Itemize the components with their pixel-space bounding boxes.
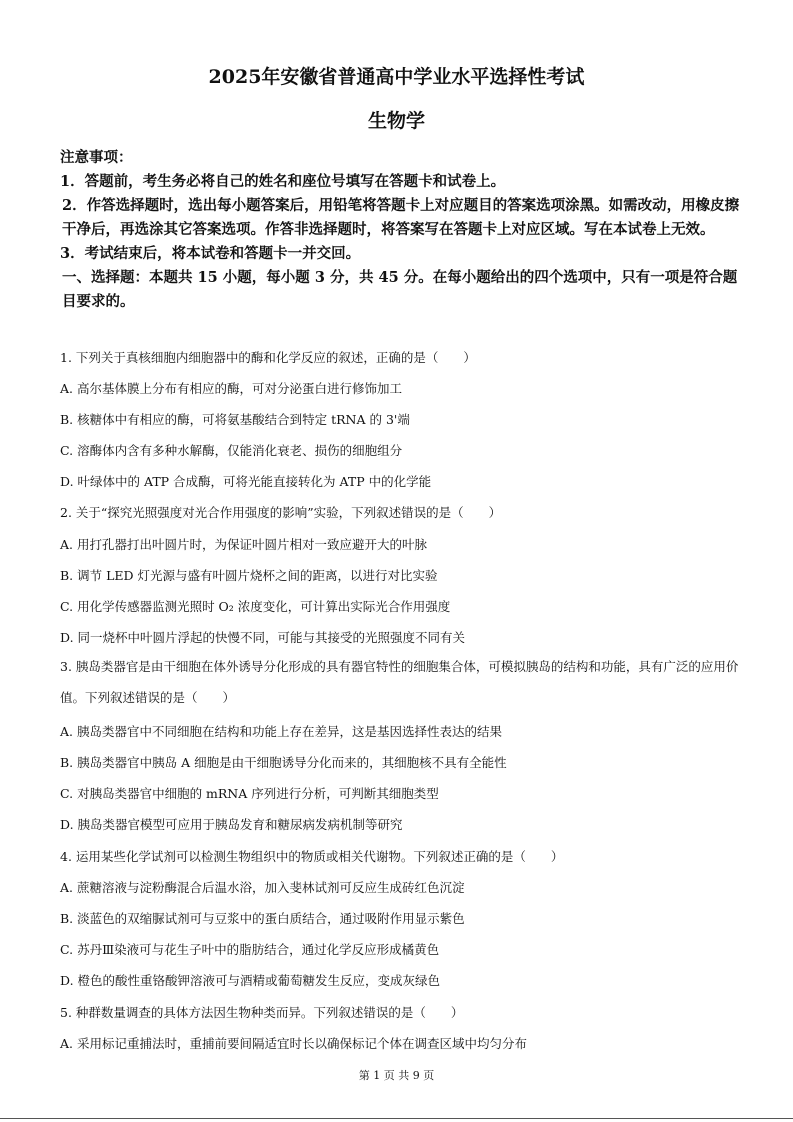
question-option: D. 橙色的酸性重铬酸钾溶液可与酒精或葡萄糖发生反应，变成灰绿色: [60, 973, 441, 988]
bottom-divider: [0, 1118, 793, 1119]
question-option: A. 采用标记重捕法时，重捕前要间隔适宜时长以确保标记个体在调查区域中均匀分布: [60, 1036, 527, 1051]
question-option: C. 用化学传感器监测光照时 O₂ 浓度变化，可计算出实际光合作用强度: [60, 599, 451, 614]
section-heading: 一、选择题：本题共 15 小题，每小题 3 分，共 45 分。在每小题给出的四个选项中，只有一项是符合题目要求的。: [62, 269, 738, 310]
notice-heading: 注意事项：: [60, 149, 133, 166]
question-option: B. 胰岛类器官中胰岛 A 细胞是由干细胞诱导分化而来的，其细胞核不具有全能性: [60, 755, 507, 770]
question-option: D. 同一烧杯中叶圆片浮起的快慢不同，可能与其接受的光照强度不同有关: [60, 630, 466, 645]
question-option: B. 调节 LED 灯光源与盛有叶圆片烧杯之间的距离，以进行对比实验: [60, 568, 438, 583]
question-option: A. 高尔基体膜上分布有相应的酶，可对分泌蛋白进行修饰加工: [60, 381, 402, 396]
question-option: B. 淡蓝色的双缩脲试剂可与豆浆中的蛋白质结合，通过吸附作用显示紫色: [60, 911, 465, 926]
question-option: D. 叶绿体中的 ATP 合成酶，可将光能直接转化为 ATP 中的化学能: [60, 474, 432, 489]
subject-title: 生物学: [367, 110, 425, 132]
question-option: C. 苏丹Ⅲ染液可与花生子叶中的脂肪结合，通过化学反应形成橘黄色: [60, 942, 440, 957]
notice-item-2: 2．作答选择题时，选出每小题答案后，用铅笔将答题卡上对应题目的答案选项涂黑。如需改动，用橡皮擦干净后，再选涂其它答案选项。作答非选择题时，将答案写在答题卡上对应区域。写在本试卷上无效。: [62, 197, 740, 238]
question-option: A. 胰岛类器官中不同细胞在结构和功能上存在差异，这是基因选择性表达的结果: [60, 724, 502, 739]
question-stem: 1. 下列关于真核细胞内细胞器中的酶和化学反应的叙述，正确的是（ ）: [60, 350, 476, 365]
question-stem: 5. 种群数量调查的具体方法因生物种类而异。下列叙述错误的是（ ）: [60, 1005, 464, 1020]
notice-item-1: 1．答题前，考生务必将自己的姓名和座位号填写在答题卡和试卷上。: [60, 173, 506, 190]
notice-item-3: 3．考试结束后，将本试卷和答题卡一并交回。: [60, 245, 361, 262]
question-option: C. 对胰岛类器官中细胞的 mRNA 序列进行分析，可判断其细胞类型: [60, 786, 439, 801]
question-option: B. 核糖体中有相应的酶，可将氨基酸结合到特定 tRNA 的 3'端: [60, 412, 410, 427]
question-option: D. 胰岛类器官模型可应用于胰岛发育和糖尿病发病机制等研究: [60, 817, 403, 832]
question-stem: 2. 关于“探究光照强度对光合作用强度的影响”实验，下列叙述错误的是（ ）: [60, 505, 502, 520]
question-option: A. 蔗糖溶液与淀粉酶混合后温水浴，加入斐林试剂可反应生成砖红色沉淀: [60, 880, 465, 895]
question-stem: 4. 运用某些化学试剂可以检测生物组织中的物质或相关代谢物。下列叙述正确的是（ ）: [60, 849, 564, 864]
question-stem: 3. 胰岛类器官是由干细胞在体外诱导分化形成的具有器官特性的细胞集合体，可模拟胰岛的结构和功能，具有广泛的应用价值。下列叙述错误的是（ ）: [60, 659, 739, 705]
question-option: A. 用打孔器打出叶圆片时，为保证叶圆片相对一致应避开大的叶脉: [60, 537, 427, 552]
page-number: 第 1 页 共 9 页: [358, 1069, 435, 1082]
question-option: C. 溶酶体内含有多种水解酶，仅能消化衰老、损伤的细胞组分: [60, 443, 403, 458]
exam-title: 2025年安徽省普通高中学业水平选择性考试: [208, 66, 585, 88]
notice-block: [60, 146, 740, 314]
